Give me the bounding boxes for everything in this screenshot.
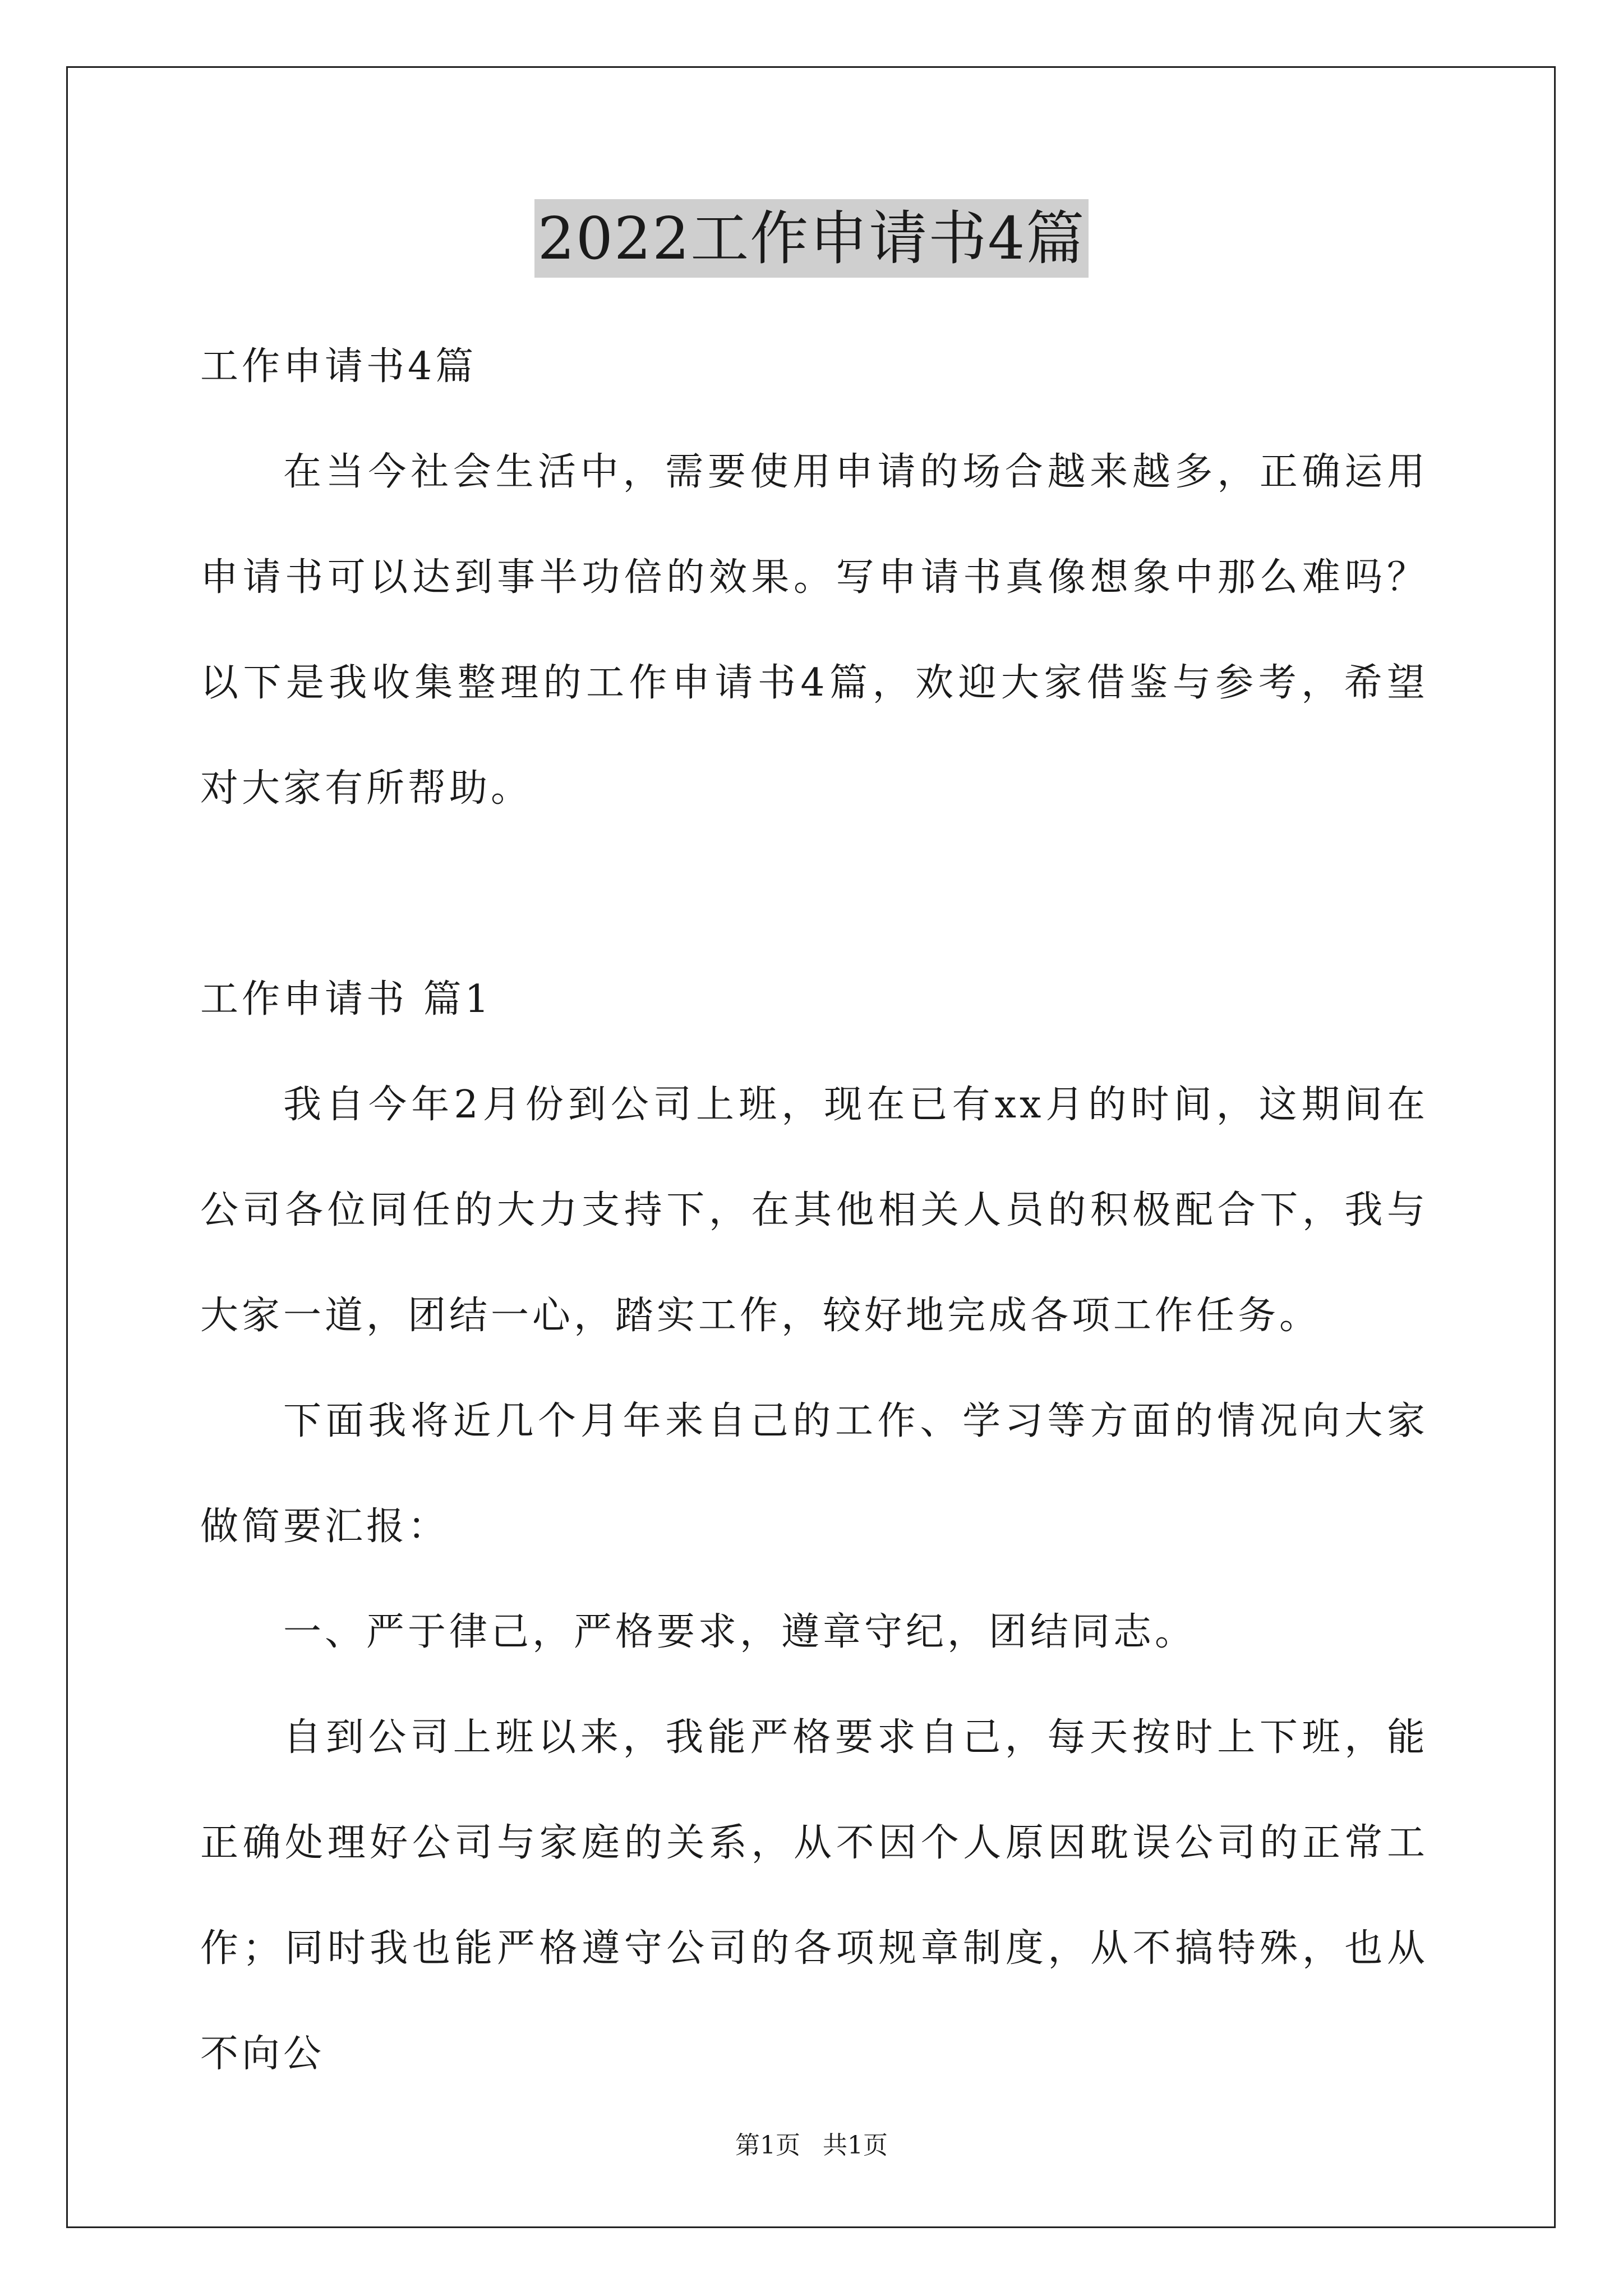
body-paragraph: 我自今年2月份到公司上班，现在已有xx月的时间，这期间在公司各位同任的大力支持下，在其他相关人员的积极配合下，我与大家一道，团结一心，踏实工作，较好地完成各项工作任务。 xyxy=(200,1083,1428,1338)
section-spacer xyxy=(200,841,1428,947)
body-paragraph: 下面我将近几个月年来自己的工作、学习等方面的情况向大家做简要汇报： xyxy=(200,1399,1428,1549)
page-footer xyxy=(0,2129,1623,2162)
document-title: 2022工作申请书4篇 xyxy=(534,199,1089,278)
intro-paragraph: 在当今社会生活中，需要使用申请的场合越来越多，正确运用申请书可以达到事半功倍的效果。写申请书真像想象中那么难吗？以下是我收集整理的工作申请书4篇，欢迎大家借鉴与参考，希望对大家有所帮助。 xyxy=(200,450,1428,811)
page-total: 共1页 xyxy=(823,2131,888,2160)
document-body xyxy=(200,314,1428,2107)
title-container xyxy=(0,199,1623,278)
document-subtitle: 工作申请书4篇 xyxy=(200,344,477,389)
body-paragraph: 一、严于律己，严格要求，遵章守纪，团结同志。 xyxy=(283,1610,1197,1654)
body-paragraph: 自到公司上班以来，我能严格要求自己，每天按时上下班，能正确处理好公司与家庭的关系，从不因个人原因耽误公司的正常工作；同时我也能严格遵守公司的各项规章制度，从不搞特殊，也从不向公 xyxy=(200,1715,1428,2076)
section-heading: 工作申请书 篇1 xyxy=(200,977,492,1022)
page-number: 第1页 xyxy=(735,2131,800,2160)
